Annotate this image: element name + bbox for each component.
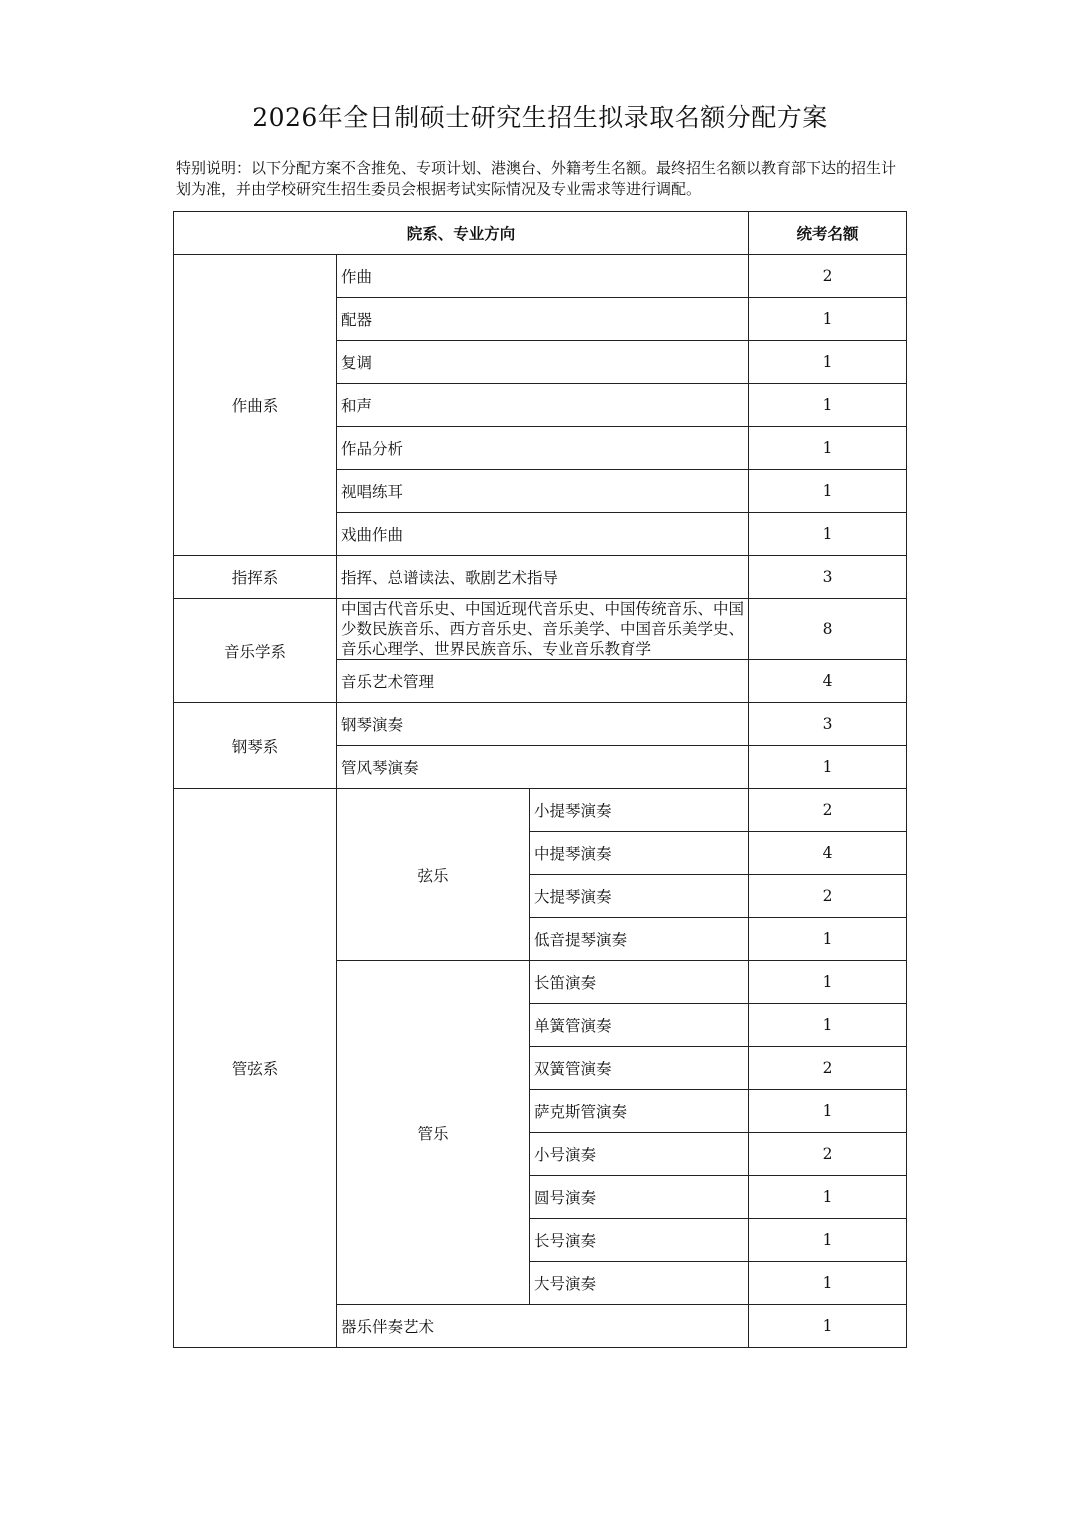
major-quota: 4 bbox=[749, 660, 907, 703]
major-name: 中提琴演奏 bbox=[530, 832, 749, 875]
major-name: 中国古代音乐史、中国近现代音乐史、中国传统音乐、中国少数民族音乐、西方音乐史、音乐美学、中国音乐美学史、音乐心理学、世界民族音乐、专业音乐教育学 bbox=[337, 599, 749, 660]
header-dept-major: 院系、专业方向 bbox=[174, 212, 749, 255]
major-name: 作品分析 bbox=[337, 427, 749, 470]
major-name: 长号演奏 bbox=[530, 1219, 749, 1262]
quota-table bbox=[173, 211, 907, 1348]
major-name: 指挥、总谱读法、歌剧艺术指导 bbox=[337, 556, 749, 599]
major-quota: 3 bbox=[749, 703, 907, 746]
major-name: 作曲 bbox=[337, 255, 749, 298]
table-row bbox=[174, 255, 907, 298]
table-row bbox=[174, 599, 907, 660]
major-quota: 4 bbox=[749, 832, 907, 875]
major-name: 钢琴演奏 bbox=[337, 703, 749, 746]
major-quota: 1 bbox=[749, 1004, 907, 1047]
major-quota: 1 bbox=[749, 384, 907, 427]
group-strings: 弦乐 bbox=[337, 789, 530, 961]
table-header-row bbox=[174, 212, 907, 255]
major-quota: 1 bbox=[749, 746, 907, 789]
major-quota: 2 bbox=[749, 1133, 907, 1176]
major-quota: 1 bbox=[749, 298, 907, 341]
major-quota: 2 bbox=[749, 1047, 907, 1090]
table-row bbox=[174, 789, 907, 832]
major-quota: 1 bbox=[749, 918, 907, 961]
major-quota: 3 bbox=[749, 556, 907, 599]
dept-musicology: 音乐学系 bbox=[174, 599, 337, 703]
major-quota: 1 bbox=[749, 1305, 907, 1348]
table-row bbox=[174, 703, 907, 746]
major-quota: 2 bbox=[749, 255, 907, 298]
major-name: 复调 bbox=[337, 341, 749, 384]
major-name: 小提琴演奏 bbox=[530, 789, 749, 832]
major-quota: 1 bbox=[749, 341, 907, 384]
major-name: 器乐伴奏艺术 bbox=[337, 1305, 749, 1348]
dept-composition: 作曲系 bbox=[174, 255, 337, 556]
major-quota: 2 bbox=[749, 789, 907, 832]
major-quota: 1 bbox=[749, 427, 907, 470]
major-quota: 1 bbox=[749, 961, 907, 1004]
major-quota: 1 bbox=[749, 1262, 907, 1305]
major-name: 萨克斯管演奏 bbox=[530, 1090, 749, 1133]
major-quota: 1 bbox=[749, 470, 907, 513]
major-name: 视唱练耳 bbox=[337, 470, 749, 513]
major-name: 和声 bbox=[337, 384, 749, 427]
major-name: 配器 bbox=[337, 298, 749, 341]
page-title: 2026年全日制硕士研究生招生拟录取名额分配方案 bbox=[252, 103, 828, 132]
dept-conducting: 指挥系 bbox=[174, 556, 337, 599]
major-name: 小号演奏 bbox=[530, 1133, 749, 1176]
dept-orchestral: 管弦系 bbox=[174, 789, 337, 1348]
major-quota: 1 bbox=[749, 513, 907, 556]
group-winds: 管乐 bbox=[337, 961, 530, 1305]
major-name: 管风琴演奏 bbox=[337, 746, 749, 789]
special-note: 特别说明：以下分配方案不含推免、专项计划、港澳台、外籍考生名额。最终招生名额以教育部下达的招生计划为准，并由学校研究生招生委员会根据考试实际情况及专业需求等进行调配。 bbox=[176, 159, 897, 198]
major-quota: 2 bbox=[749, 875, 907, 918]
major-quota: 1 bbox=[749, 1090, 907, 1133]
table-row bbox=[174, 556, 907, 599]
major-name: 单簧管演奏 bbox=[530, 1004, 749, 1047]
major-name: 圆号演奏 bbox=[530, 1176, 749, 1219]
major-quota: 1 bbox=[749, 1219, 907, 1262]
dept-piano: 钢琴系 bbox=[174, 703, 337, 789]
major-quota: 1 bbox=[749, 1176, 907, 1219]
major-quota: 8 bbox=[749, 599, 907, 660]
major-name: 大提琴演奏 bbox=[530, 875, 749, 918]
major-name: 长笛演奏 bbox=[530, 961, 749, 1004]
major-name: 低音提琴演奏 bbox=[530, 918, 749, 961]
major-name: 大号演奏 bbox=[530, 1262, 749, 1305]
major-name: 双簧管演奏 bbox=[530, 1047, 749, 1090]
major-name: 戏曲作曲 bbox=[337, 513, 749, 556]
header-quota: 统考名额 bbox=[749, 212, 907, 255]
major-name: 音乐艺术管理 bbox=[337, 660, 749, 703]
